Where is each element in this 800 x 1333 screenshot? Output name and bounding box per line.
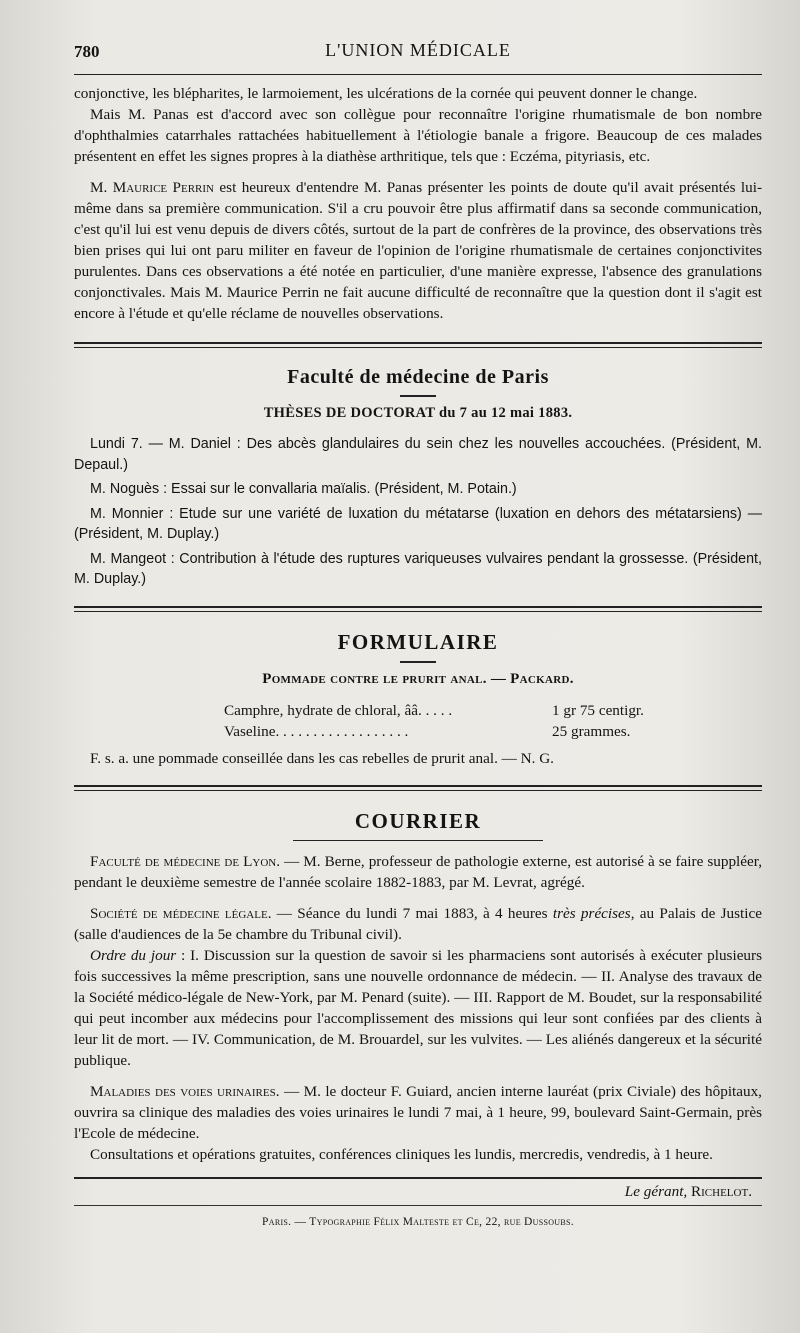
- formula-note: F. s. a. une pommade conseillée dans les cas rebelles de prurit anal. — N. G.: [90, 749, 554, 767]
- formula-row: [74, 700, 762, 721]
- perrin-text: est heureux d'entendre M. Panas présenter les points de doute qu'il avait présentés lui-même dans sa première communication. S'il a cru pouvoir être plus affirmatif dans sa seconde communication, c'est qu'il lui est venu depuis de divers côtés, surtout de la part de confrères de la province, des observations très bien prises qui lui ont paru militer en faveur de l'opinion de l'origine rhumatismale de certaines conjonctivites purulentes. Dans ces observations a été notée en particulier, d'une manière expresse, l'absence des granulations conjonctivales. Mais M. Maurice Perrin ne fait aucune difficulté de reconnaître que la question dont il s'agit est encore à l'étude et qu'elle réclame de nouvelles observations.: [74, 179, 763, 322]
- formula-quantity: 1 gr 75 centigr.: [552, 701, 644, 719]
- legale-heading: Société de médecine légale.: [90, 904, 272, 922]
- formula-quantity: 25 grammes.: [552, 722, 631, 740]
- ordre-text: : I. Discussion sur la question de savoir si les pharmaciens sont autorisés à exécuter plusieurs fois successives la même prescription, sans une nouvelle ordonnance de médecin. — II. Analyse des travaux de la Société médico-légale de New-York, par M. Penard (suite). — III. Rapport de M. Boudet, sur la responsabilité qui peut incomber aux médecins pour l'accomplissement des missions qui leur sont confiées par des clients à leur lit de mort. — IV. Communication, de M. Brouardel, sur les vulvites. — Les aliénés dangereux et la sécurité publique.: [74, 946, 762, 1069]
- courrier-maladies: [74, 1081, 762, 1144]
- maladies-heading: Maladies des voies urinaires.: [90, 1082, 280, 1100]
- gerant-signature: [74, 1183, 762, 1201]
- title-rule: [400, 395, 436, 397]
- title-rule: [293, 840, 543, 841]
- courrier-title: COURRIER: [354, 808, 482, 833]
- these-entry-4: M. Mangeot : Contribution à l'étude des ruptures variqueuses vulvaires pendant la grossesse. (Président, M. Duplay.): [74, 550, 762, 587]
- perrin-name: M. Maurice Perrin: [90, 179, 215, 196]
- these-entry-3: M. Monnier : Etude sur une variété de luxation du métatarse (luxation en dehors des métatarsiens) — (Président, M. Duplay.): [74, 505, 762, 542]
- gerant-name: Richelot.: [687, 1182, 752, 1200]
- courrier-legale: [74, 903, 762, 945]
- gerant-label: Le gérant,: [624, 1182, 688, 1200]
- theses-subtitle: THÈSES DE DOCTORAT du 7 au 12 mai 1883.: [263, 405, 573, 421]
- these-entry-2: M. Noguès : Essai sur le convallaria maïalis. (Président, M. Potain.): [90, 481, 517, 497]
- courrier-lyon: [74, 851, 762, 893]
- journal-title: L'UNION MÉDICALE: [325, 40, 511, 60]
- lyon-heading: Faculté de médecine de Lyon.: [90, 852, 281, 870]
- intro-paragraph-2: Mais M. Panas est d'accord avec son collègue pour reconnaître l'origine rhumatismale de bon nombre d'ophthalmies catarrhales rattachées habituellement à l'étiologie banale a frigore. Beaucoup de ces malades présentent en effet les signes propres à la diathèse arthritique, tels que : Eczéma, pityriasis, etc.: [74, 106, 762, 165]
- ordre-label: Ordre du jour: [90, 946, 177, 964]
- formula-ingredient: Vaseline. . . . . . . . . . . . . . . . . .: [224, 722, 409, 740]
- printer-imprint: Paris. — Typographie Félix Malteste et Ce, 22, rue Dussoubs.: [262, 1215, 574, 1228]
- formula-row: [74, 721, 762, 742]
- maladies-text: — M. le docteur F. Guiard, ancien interne lauréat (prix Civiale) des hôpitaux, ouvrira sa clinique des maladies des voies urinaires le lundi 7 mai, à 1 heure, 99, boulevard Saint-Germain, près l'Ecole de médecine.: [74, 1082, 762, 1142]
- faculte-title: Faculté de médecine de Paris: [287, 366, 549, 388]
- intro-paragraph-1: conjonctive, les blépharites, le larmoiement, les ulcérations de la cornée qui peuvent donner le change.: [74, 85, 698, 102]
- page-number: 780: [74, 42, 100, 61]
- these-entry-1: Lundi 7. — M. Daniel : Des abcès glandulaires du sein chez les nouvelles accouchées. (Président, M. Depaul.): [74, 436, 762, 473]
- intro-paragraph-3: [74, 177, 762, 324]
- formula-heading: Pommade contre le prurit anal. — Packard.: [262, 670, 574, 687]
- ordre-du-jour: [74, 945, 762, 1071]
- footer-rule: [74, 1177, 762, 1179]
- imprint-rule: [74, 1205, 762, 1206]
- legale-text: — Séance du lundi 7 mai 1883, à 4 heures: [271, 904, 553, 922]
- section-divider: [74, 785, 762, 791]
- formula-ingredient: Camphre, hydrate de chloral, ââ. . . . .: [224, 701, 453, 719]
- page-header: [74, 0, 762, 66]
- lyon-text: — M. Berne, professeur de pathologie externe, est autorisé à se faire suppléer, pendant le deuxième semestre de l'année scolaire 1882-1883, par M. Levrat, agrégé.: [74, 852, 762, 891]
- consultations: Consultations et opérations gratuites, conférences cliniques les lundis, mercredis, vendredis, à 1 heure.: [90, 1145, 713, 1163]
- section-divider: [74, 342, 762, 348]
- section-divider: [74, 606, 762, 612]
- legale-text-2: , au Palais de Justice (salle d'audiences de la 5e chambre du Tribunal civil).: [74, 904, 762, 943]
- legale-italic: très précises: [552, 904, 631, 922]
- header-rule: [74, 74, 762, 75]
- formulaire-title: FORMULAIRE: [337, 629, 499, 654]
- title-rule: [400, 661, 436, 663]
